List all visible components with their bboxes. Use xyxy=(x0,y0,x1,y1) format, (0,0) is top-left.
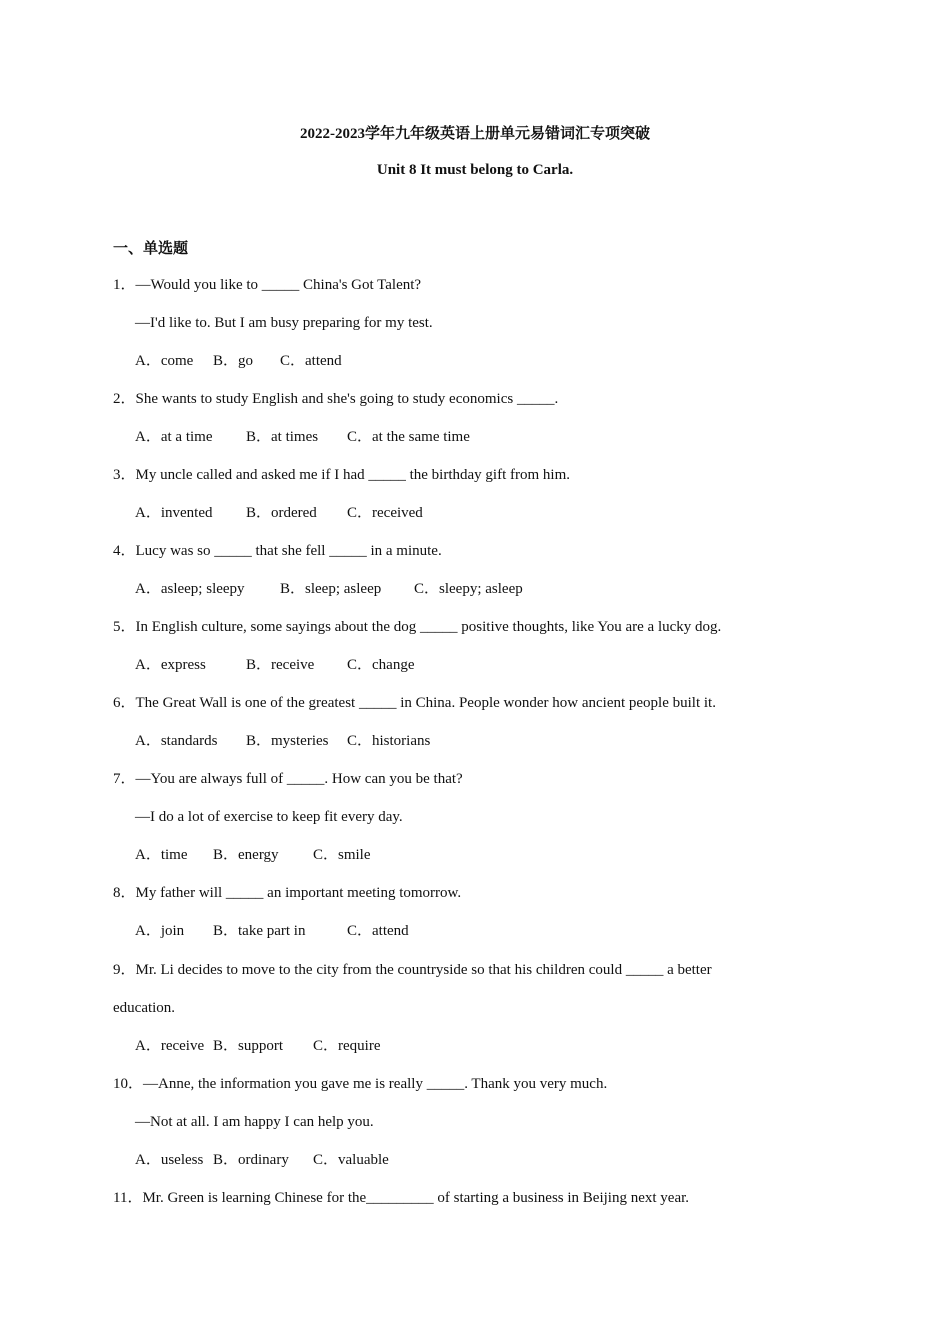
question-number: 5． xyxy=(113,619,136,635)
option-c: C．attend xyxy=(347,923,409,939)
question-number: 1． xyxy=(113,277,136,293)
question-text: —You are always full of _____. How can you be that? xyxy=(135,771,463,787)
document-title: 2022-2023学年九年级英语上册单元易错词汇专项突破 xyxy=(300,126,650,142)
question-number: 10． xyxy=(113,1076,144,1092)
option-c: C．received xyxy=(347,505,423,521)
question-7 xyxy=(113,770,463,788)
question-11 xyxy=(113,1189,689,1207)
option-a: A．asleep; sleepy xyxy=(135,581,245,597)
question-text: Mr. Li decides to move to the city from the countryside so that his children could _____ a better xyxy=(135,962,712,978)
question-3 xyxy=(113,466,570,484)
question-6 xyxy=(113,694,716,712)
option-b: B．take part in xyxy=(213,923,306,939)
question-text: My uncle called and asked me if I had _____ the birthday gift from him. xyxy=(135,467,570,483)
question-text: My father will _____ an important meeting tomorrow. xyxy=(135,885,462,901)
option-a: A．join xyxy=(135,923,185,939)
question-number: 2． xyxy=(113,391,136,407)
option-b: B．mysteries xyxy=(246,733,329,749)
question-number: 9． xyxy=(113,962,136,978)
option-a: A．invented xyxy=(135,505,213,521)
option-a: A．standards xyxy=(135,733,218,749)
option-c: C．attend xyxy=(280,353,342,369)
option-b: B．sleep; asleep xyxy=(280,581,382,597)
question-number: 8． xyxy=(113,885,136,901)
section-heading: 一、单选题 xyxy=(113,241,189,257)
option-b: B．at times xyxy=(246,429,319,445)
option-c: C．at the same time xyxy=(347,429,470,445)
question-8 xyxy=(113,884,461,902)
question-9-continuation: education. xyxy=(113,1000,176,1016)
option-c: C．valuable xyxy=(313,1152,389,1168)
question-number: 6． xyxy=(113,695,136,711)
question-text: The Great Wall is one of the greatest _____ in China. People wonder how ancient people built it. xyxy=(135,695,716,711)
option-c: C．require xyxy=(313,1038,381,1054)
option-c: C．smile xyxy=(313,847,371,863)
option-a: A．useless xyxy=(135,1152,204,1168)
question-text: Lucy was so _____ that she fell _____ in a minute. xyxy=(135,543,442,559)
question-4 xyxy=(113,542,442,560)
option-a: A．receive xyxy=(135,1038,205,1054)
question-text: In English culture, some sayings about the dog _____ positive thoughts, like You are a lucky dog. xyxy=(135,619,722,635)
option-a: A．come xyxy=(135,353,194,369)
option-b: B．energy xyxy=(213,847,279,863)
question-number: 4． xyxy=(113,543,136,559)
question-text: —Anne, the information you gave me is really _____. Thank you very much. xyxy=(143,1076,608,1092)
question-1 xyxy=(113,276,421,294)
question-9 xyxy=(113,961,712,979)
question-1-reply: —I'd like to. But I am busy preparing for my test. xyxy=(135,315,433,331)
question-10-reply: —Not at all. I am happy I can help you. xyxy=(135,1114,374,1130)
question-2 xyxy=(113,390,558,408)
question-10 xyxy=(113,1075,607,1093)
question-5 xyxy=(113,618,721,636)
question-7-reply: —I do a lot of exercise to keep fit every day. xyxy=(135,809,403,825)
question-number: 7． xyxy=(113,771,136,787)
question-number: 3． xyxy=(113,467,136,483)
option-b: B．ordered xyxy=(246,505,317,521)
option-b: B．receive xyxy=(246,657,315,673)
question-text: Mr. Green is learning Chinese for the_________ of starting a business in Beijing next year. xyxy=(142,1190,690,1206)
question-text: —Would you like to _____ China's Got Talent? xyxy=(135,277,422,293)
option-b: B．ordinary xyxy=(213,1152,289,1168)
option-a: A．at a time xyxy=(135,429,213,445)
unit-subtitle: Unit 8 It must belong to Carla. xyxy=(376,162,574,178)
option-a: A．time xyxy=(135,847,188,863)
question-number: 11． xyxy=(113,1190,143,1206)
option-c: C．sleepy; asleep xyxy=(414,581,523,597)
option-c: C．change xyxy=(347,657,415,673)
option-b: B．support xyxy=(213,1038,284,1054)
option-b: B．go xyxy=(213,353,254,369)
option-c: C．historians xyxy=(347,733,431,749)
question-text: She wants to study English and she's going to study economics _____. xyxy=(135,391,559,407)
option-a: A．express xyxy=(135,657,206,673)
